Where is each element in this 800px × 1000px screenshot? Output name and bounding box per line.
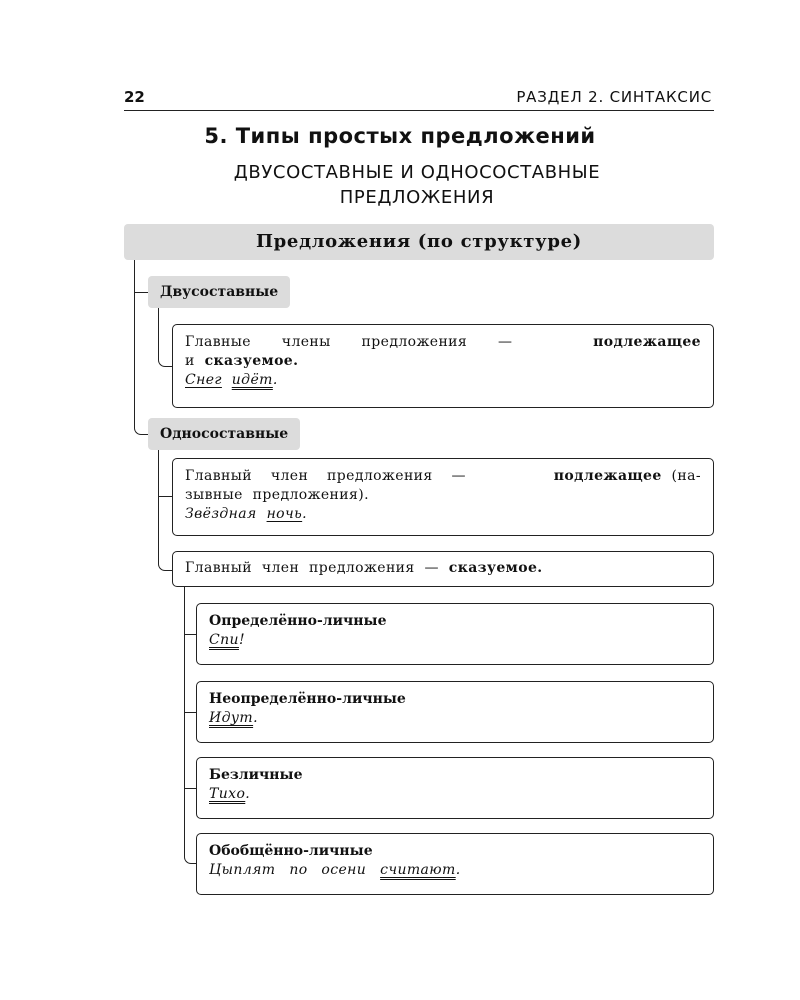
type-example xyxy=(209,785,701,804)
type-box-generalized-personal xyxy=(196,833,714,895)
type-example-pre: Цыплят по осени xyxy=(209,862,367,878)
tree-branch-two-box xyxy=(158,354,173,367)
type-example-predicate: Спи xyxy=(209,632,239,648)
predicate-box-text: Главный член предложения — xyxy=(185,560,439,576)
type-example-end: . xyxy=(253,710,258,726)
tree-line-types xyxy=(184,587,185,849)
type-title: Неопределённо-личные xyxy=(209,691,406,707)
two-part-subject-term: подлежащее xyxy=(593,334,701,350)
type-title: Обобщённо-личные xyxy=(209,843,373,859)
subject-box-paren-2: зывные предложения). xyxy=(185,487,369,503)
two-part-line-1 xyxy=(185,333,701,352)
tree-line-two-part xyxy=(158,308,159,360)
type-example-end: . xyxy=(455,862,461,878)
type-box-definite-personal xyxy=(196,603,714,665)
subject-box-text: Главный член предложения — xyxy=(185,468,466,484)
tree-branch-predicate-box xyxy=(158,556,173,571)
type-example-predicate: Тихо xyxy=(209,786,246,802)
predicate-box-term: сказуемое. xyxy=(448,560,543,576)
tree-branch-two-part xyxy=(134,292,148,293)
tree-branch-type-2 xyxy=(184,712,196,713)
tree-line-one-part xyxy=(158,450,159,562)
type-box-impersonal xyxy=(196,757,714,819)
subject-box-example xyxy=(185,505,701,524)
two-part-text: Главные члены предложения — xyxy=(185,334,513,350)
type-title: Определённо-личные xyxy=(209,613,387,629)
example-predicate: идёт xyxy=(231,372,273,388)
two-part-example xyxy=(185,371,701,390)
subject-box-line-1 xyxy=(185,467,701,486)
example-subject: Снег xyxy=(185,372,222,388)
type-example-end: . xyxy=(245,786,251,802)
page-number: 22 xyxy=(124,88,145,106)
type-example xyxy=(209,709,701,728)
tree-branch-type-1 xyxy=(184,634,196,635)
two-part-label: Двусоставные xyxy=(148,276,290,308)
one-part-subject-box xyxy=(172,458,714,536)
subject-box-example-subject: ночь xyxy=(266,506,303,522)
type-example-end: ! xyxy=(238,632,245,648)
header-rule xyxy=(124,110,714,111)
type-example-predicate: Идут xyxy=(209,710,254,726)
section-title: РАЗДЕЛ 2. СИНТАКСИС xyxy=(516,88,712,106)
two-part-box xyxy=(172,324,714,408)
predicate-box-line xyxy=(185,559,701,578)
one-part-label: Односоставные xyxy=(148,418,300,450)
page-subtitle: ДВУСОСТАВНЫЕ И ОДНОСОСТАВНЫЕ ПРЕДЛОЖЕНИЯ xyxy=(233,162,601,208)
subject-box-paren-1: (на- xyxy=(671,468,701,484)
type-title: Безличные xyxy=(209,767,303,783)
tree-line-main xyxy=(134,260,135,428)
two-part-line-2 xyxy=(185,352,701,371)
two-part-predicate-term: сказуемое. xyxy=(204,353,299,369)
tree-branch-subject-box xyxy=(158,496,172,497)
type-example xyxy=(209,631,701,650)
subject-box-example-end: . xyxy=(302,506,308,522)
tree-branch-one-part xyxy=(134,418,149,435)
type-example xyxy=(209,861,701,880)
tree-branch-type-3 xyxy=(184,788,196,789)
subject-box-example-word: Звёздная xyxy=(185,506,257,522)
diagram-root: Предложения (по структуре) xyxy=(124,224,714,260)
page-title: 5. Типы простых предложений xyxy=(204,124,596,148)
subject-box-term: подлежащее xyxy=(553,468,662,484)
type-example-predicate: считают xyxy=(380,862,456,878)
example-end: . xyxy=(272,372,278,388)
one-part-predicate-box xyxy=(172,551,714,587)
type-box-indefinite-personal xyxy=(196,681,714,743)
two-part-and: и xyxy=(185,353,195,369)
